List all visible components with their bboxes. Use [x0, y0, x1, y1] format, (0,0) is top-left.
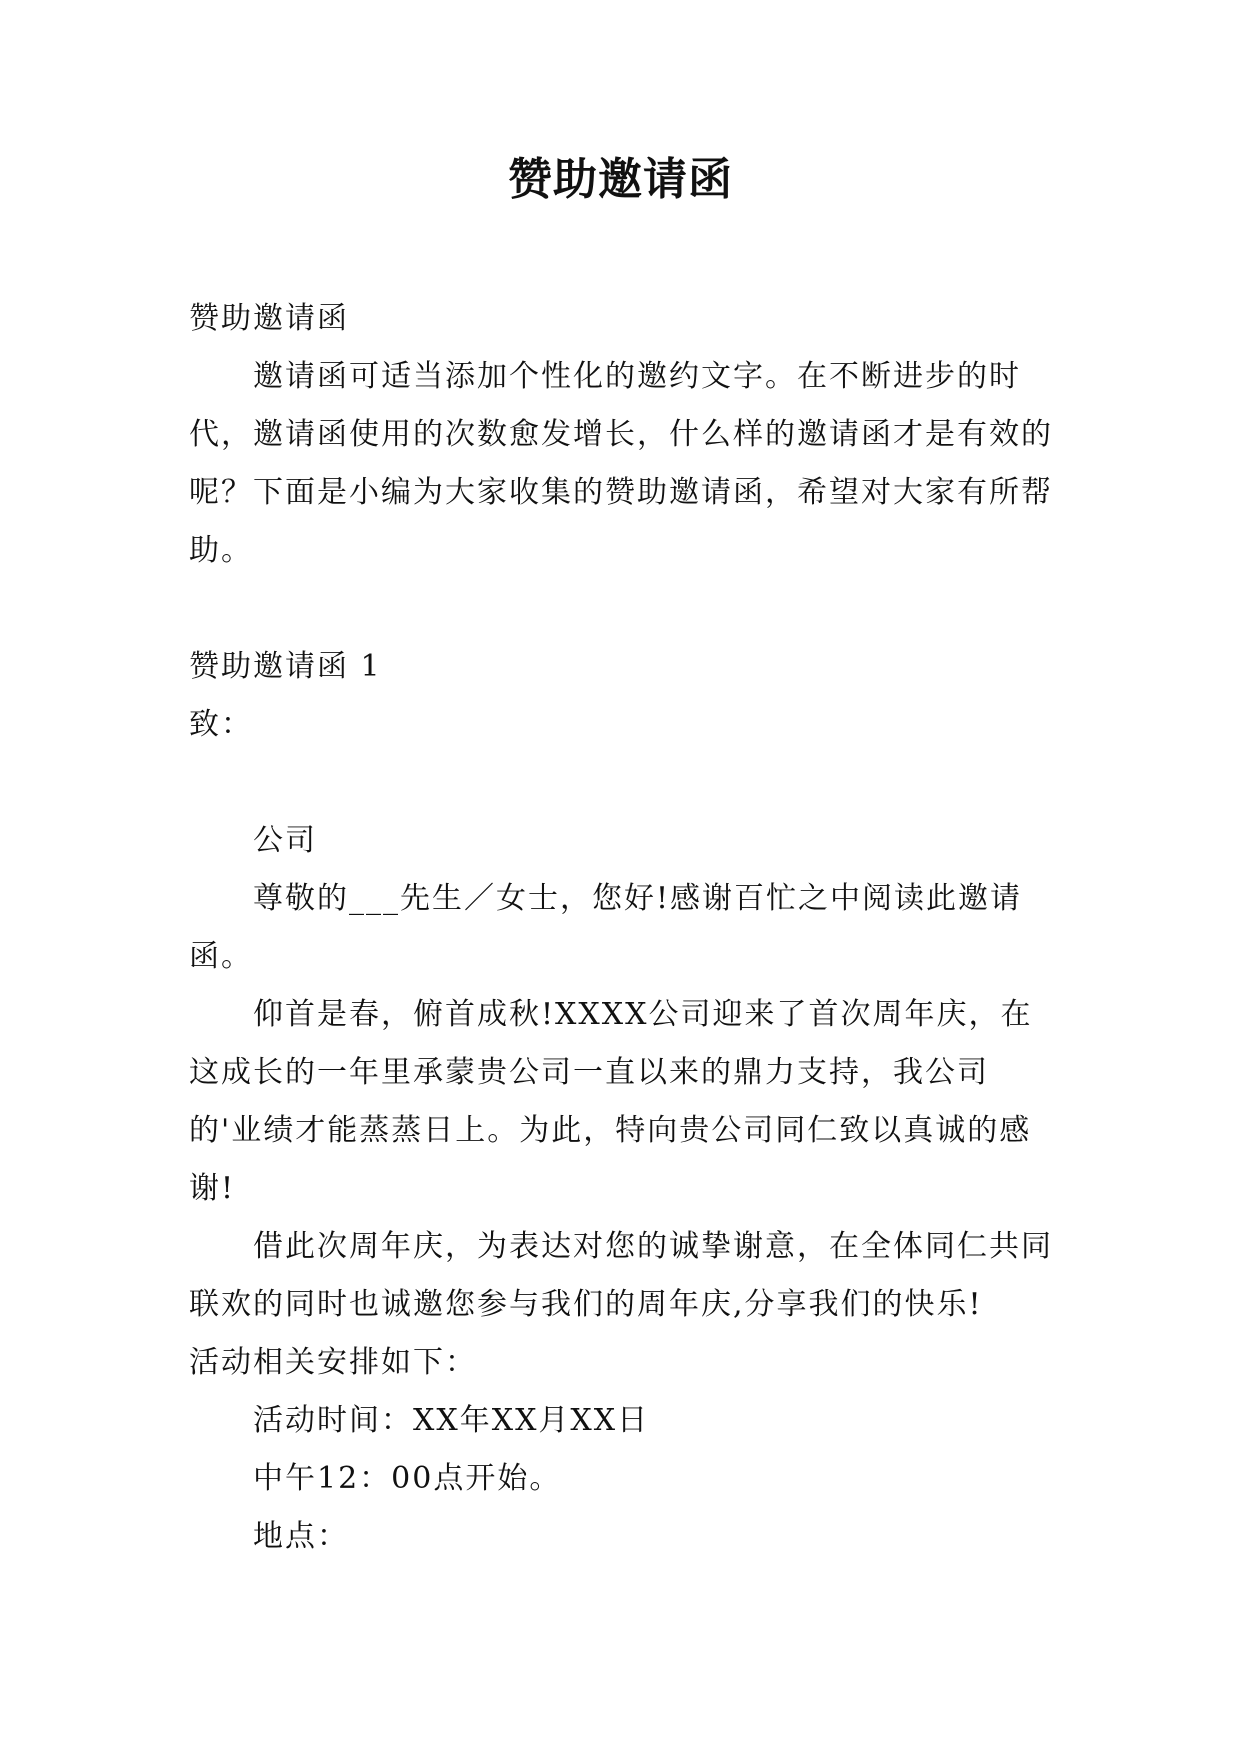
event-time: 活动时间：XX年XX月XX日	[253, 1403, 650, 1438]
invitation-paragraph: 借此次周年庆，为表达对您的诚挚谢意，在全体同仁共同联欢的同时也诚邀您参与我们的周年庆,分享我们的快乐!	[189, 1229, 1053, 1322]
arrangement-line: 活动相关安排如下：	[189, 1345, 477, 1380]
event-start: 中午12：00点开始。	[253, 1461, 562, 1496]
event-location: 地点：	[253, 1519, 349, 1554]
company-line: 公司	[253, 823, 317, 858]
recipient-line: 致：	[189, 707, 253, 742]
subtitle: 赞助邀请函	[189, 301, 349, 336]
document-body	[189, 290, 1053, 1566]
document-title: 赞助邀请函	[508, 154, 733, 205]
intro-paragraph: 邀请函可适当添加个性化的邀约文字。在不断进步的时代，邀请函使用的次数愈发增长，什么样的邀请函才是有效的呢？下面是小编为大家收集的赞助邀请函，希望对大家有所帮助。	[189, 359, 1053, 568]
section-heading: 赞助邀请函 1	[189, 649, 382, 684]
greeting-paragraph: 尊敬的___先生／女士，您好!感谢百忙之中阅读此邀请函。	[189, 881, 1023, 974]
anniversary-paragraph: 仰首是春，俯首成秋!XXXX公司迎来了首次周年庆，在这成长的一年里承蒙贵公司一直以来的鼎力支持，我公司的'业绩才能蒸蒸日上。为此，特向贵公司同仁致以真诚的感谢!	[189, 997, 1033, 1206]
